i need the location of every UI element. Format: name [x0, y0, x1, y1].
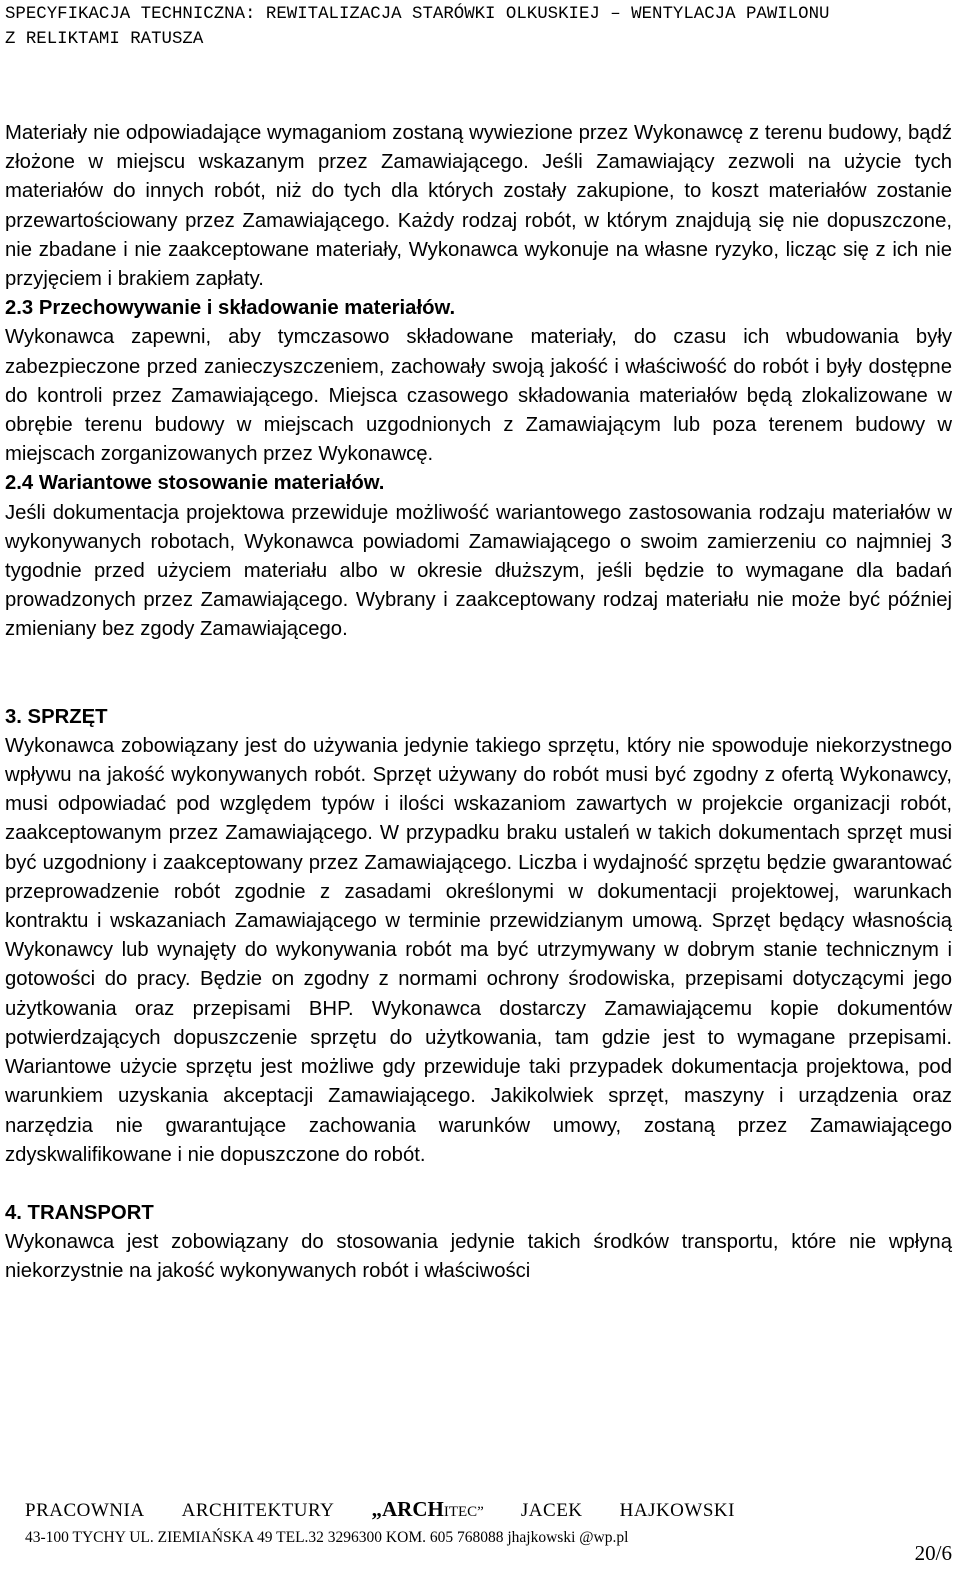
footer-word: JACEK: [520, 1500, 583, 1521]
section-heading-2-4: 2.4 Wariantowe stosowanie materiałów.: [5, 472, 385, 495]
paragraph-materials-rejected: Materiały nie odpowiadające wymaganiom zostaną wywiezione przez Wykonawcę z terenu budowy, bądź złożone w miejscu wskazanym przez Zamawiającego. Jeśli Zamawiający zezwoli na użycie tych materiałów do innych robót, niż do tych dla których zostały zakupione, to koszt materiałów zostanie przewartościowany przez Zamawiającego. Każdy rodzaj robót, w którym znajdują się nie dopuszczone, nie zbadane i nie zaakceptowane materiały, Wykonawca wykonuje na własne ryzyko, licząc się z ich nie przyjęciem i brakiem zapłaty.: [5, 122, 952, 291]
logo-part: „ARCH: [371, 1497, 444, 1521]
running-header: [5, 2, 955, 52]
paragraph-equipment: Wykonawca zobowiązany jest do używania jedynie takiego sprzętu, który nie spowoduje niekorzystnego wpływu na jakość wykonywanych robót. Sprzęt używany do robót musi być zgodny z ofertą Wykonawcy, musi odpowiadać pod względem typów i ilości wskazaniom zawartych w projekcie organizacji robót, zaakceptowanym przez Zamawiającego. W przypadku braku ustaleń w takich dokumentach sprzęt musi być uzgodniony i zaakceptowany przez Zamawiającego. Liczba i wydajność sprzętu będzie gwarantować przeprowadzenie robót zgodnie z zasadami określonymi w dokumentacji projektowej, warunkach kontraktu i wskazaniach Zamawiającego w terminie przewidzianym umową. Sprzęt będący własnością Wykonawcy lub wynajęty do wykonywania robót ma być utrzymywany w dobrym stanie technicznym i gotowości do pracy. Będzie on zgodny z normami ochrony środowiska, przepisami dotyczącymi jego użytkowania oraz przepisami BHP. Wykonawca dostarczy Zamawiającemu kopie dokumentów potwierdzających dopuszczenie sprzętu do użytkowania, tam gdzie jest to wymagane przepisami. Wariantowe użycie sprzętu jest możliwe gdy przewiduje taki przypadek dokumentacja projektowa, pod warunkiem uzyskania akceptacji Zamawiającego. Jakikolwiek sprzęt, maszyny i urządzenia oraz narzędzia nie gwarantujące zachowania warunków umowy, zostaną przez Zamawiającego zdyskwalifikowane i nie dopuszczone do robót.: [5, 734, 952, 1166]
spacer: [5, 1170, 952, 1199]
section-heading-3: 3. SPRZĘT: [5, 705, 108, 728]
page-footer: [25, 1496, 955, 1549]
footer-word: HAJKOWSKI: [619, 1500, 735, 1521]
page-number: 20/6: [914, 1541, 952, 1565]
logo-part: ITEC”: [443, 1504, 484, 1520]
header-line-1: SPECYFIKACJA TECHNICZNA: REWITALIZACJA STARÓWKI OLKUSKIEJ – WENTYLACJA PAWILONU: [5, 5, 830, 24]
footer-company-line: [25, 1496, 735, 1525]
section-heading-2-3: 2.3 Przechowywanie i składowanie materiałów.: [5, 297, 456, 320]
footer-word: ARCHITEKTURY: [181, 1500, 335, 1521]
footer-word: PRACOWNIA: [25, 1500, 145, 1521]
section-heading-4: 4. TRANSPORT: [5, 1201, 154, 1224]
paragraph-storage: Wykonawca zapewni, aby tymczasowo składowane materiały, do czasu ich wbudowania były zabezpieczone przed zanieczyszczeniem, zachowały swoją jakość i właściwość do robót i były dostępne do kontroli przez Zamawiającego. Miejsca czasowego składowania materiałów będą zlokalizowane w obrębie terenu budowy w miejscach uzgodnionych z Zamawiającym lub poza terenem budowy w miejscach zorganizowanych przez Wykonawcę.: [5, 326, 952, 466]
paragraph-transport: Wykonawca jest zobowiązany do stosowania jedynie takich środków transportu, które nie wpłyną niekorzystnie na jakość wykonywanych robót i właściwości: [5, 1231, 952, 1283]
paragraph-variant-materials: Jeśli dokumentacja projektowa przewiduje możliwość wariantowego zastosowania rodzaju materiałów w wykonywanych robotach, Wykonawca powiadomi Zamawiającego o swoim zamierzeniu co najmniej 3 tygodnie przed użyciem materiału albo w okresie dłuższym, jeśli będzie to wymagane dla badań prowadzonych przez Zamawiającego. Wybrany i zaakceptowany rodzaj materiału nie może być później zmieniany bez zgody Zamawiającego.: [5, 501, 952, 641]
spacer: [5, 645, 952, 703]
company-logo: [371, 1496, 483, 1525]
footer-address: 43-100 TYCHY UL. ZIEMIAŃSKA 49 TEL.32 3296300 KOM. 605 768088 jhajkowski @wp.pl: [25, 1529, 629, 1546]
header-line-2: Z RELIKTAMI RATUSZA: [5, 30, 204, 49]
document-body: [5, 119, 952, 1287]
